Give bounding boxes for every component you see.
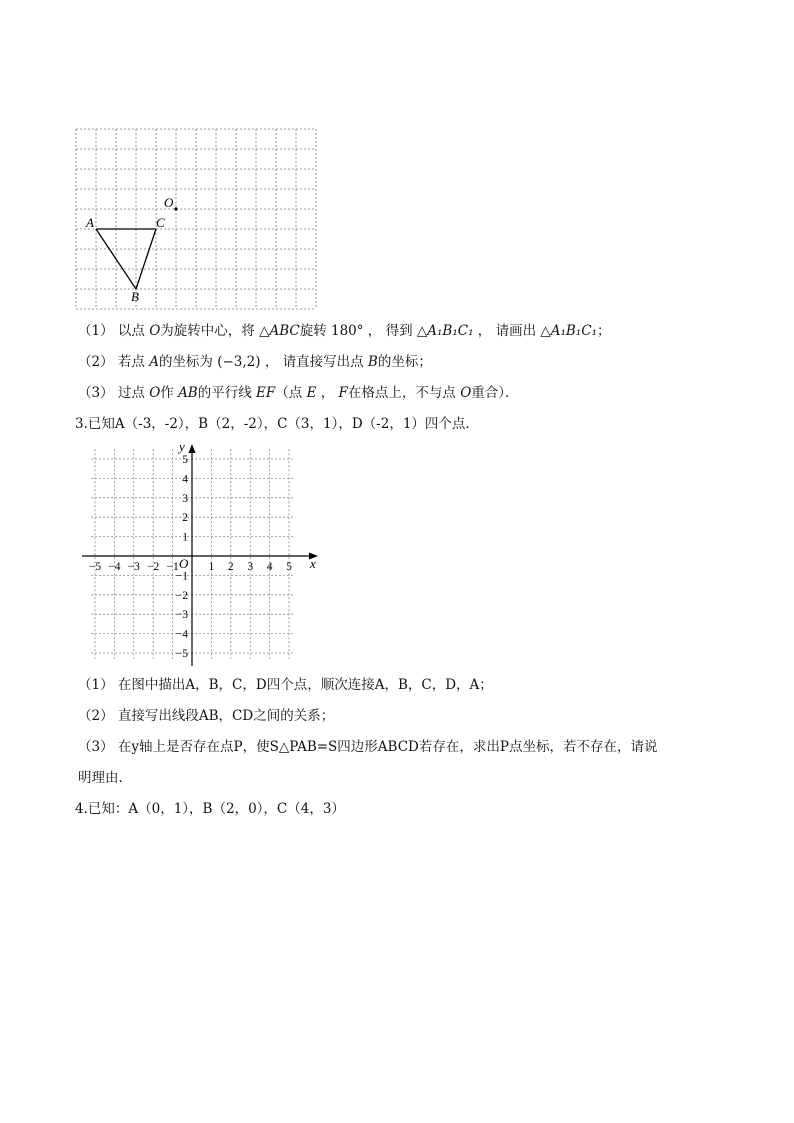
y-tick-label: 5 xyxy=(182,454,188,466)
q3-item-2: （2） 直接写出线段AB，CD之间的关系； xyxy=(78,708,335,724)
y-tick-label: 2 xyxy=(182,512,188,525)
point-o xyxy=(174,207,177,210)
y-axis-arrow xyxy=(189,444,196,453)
x-tick-label: −4 xyxy=(108,561,121,573)
label-b: B xyxy=(131,289,139,304)
x-tick-label: 5 xyxy=(286,561,292,573)
segment-bc xyxy=(136,229,156,289)
x-tick-label: −5 xyxy=(88,561,102,573)
y-axis-label: y xyxy=(179,439,185,454)
figure1-grid xyxy=(76,129,316,309)
q3-item-1: （1） 在图中描出A，B，C，D四个点，顺次连接A，B，C，D，A； xyxy=(78,677,493,693)
q3-title: 3.已知A（-3，-2），B（2，-2），C（3，1），D（-2，1）四个点． xyxy=(75,416,479,432)
q4-title: 4.已知：A（0，1），B（2，0），C（4，3） xyxy=(75,801,345,817)
q2-item-3: （3） 过点 O作 AB的平行线 EF（点 E ， F在格点上，不与点 O重合）． xyxy=(78,385,519,401)
figure2-coordinate-plane xyxy=(72,438,332,670)
y-tick-label: −3 xyxy=(175,609,188,622)
label-o: O xyxy=(164,195,174,210)
y-tick-label: 4 xyxy=(182,473,188,486)
y-tick-label: −5 xyxy=(175,648,188,660)
q3-item-3-continuation: 明理由． xyxy=(78,770,132,786)
x-tick-label: −2 xyxy=(147,561,160,573)
y-tick-label: −2 xyxy=(175,589,188,602)
y-tick-label: −4 xyxy=(175,628,188,641)
y-tick-label: 3 xyxy=(182,492,188,505)
x-axis-label: x xyxy=(310,556,316,571)
x-tick-label: 1 xyxy=(208,561,215,573)
x-tick-label: −3 xyxy=(127,561,140,573)
origin-label: O xyxy=(179,556,189,571)
q2-item-2: （2） 若点 A的坐标为 (−3,2) ， 请直接写出点 B的坐标； xyxy=(78,354,432,370)
x-tick-label: −1 xyxy=(166,561,179,573)
y-tick-label: −1 xyxy=(175,570,188,583)
label-a: A xyxy=(86,215,94,230)
label-c: C xyxy=(156,215,165,230)
x-tick-label: 4 xyxy=(266,561,273,573)
x-tick-label: 2 xyxy=(227,561,234,573)
q2-item-1: （1） 以点 O为旋转中心，将 △ABC旋转 180° ， 得到 △A₁B₁C₁ ， 请画出 △A₁B₁C₁； xyxy=(78,323,611,339)
q3-item-3: （3） 在y轴上是否存在点P，使S△PAB=S四边形ABCD若存在，求出P点坐标，若不存在，请说 xyxy=(78,739,658,755)
x-tick-label: 3 xyxy=(247,561,254,573)
y-tick-label: 1 xyxy=(182,531,188,544)
